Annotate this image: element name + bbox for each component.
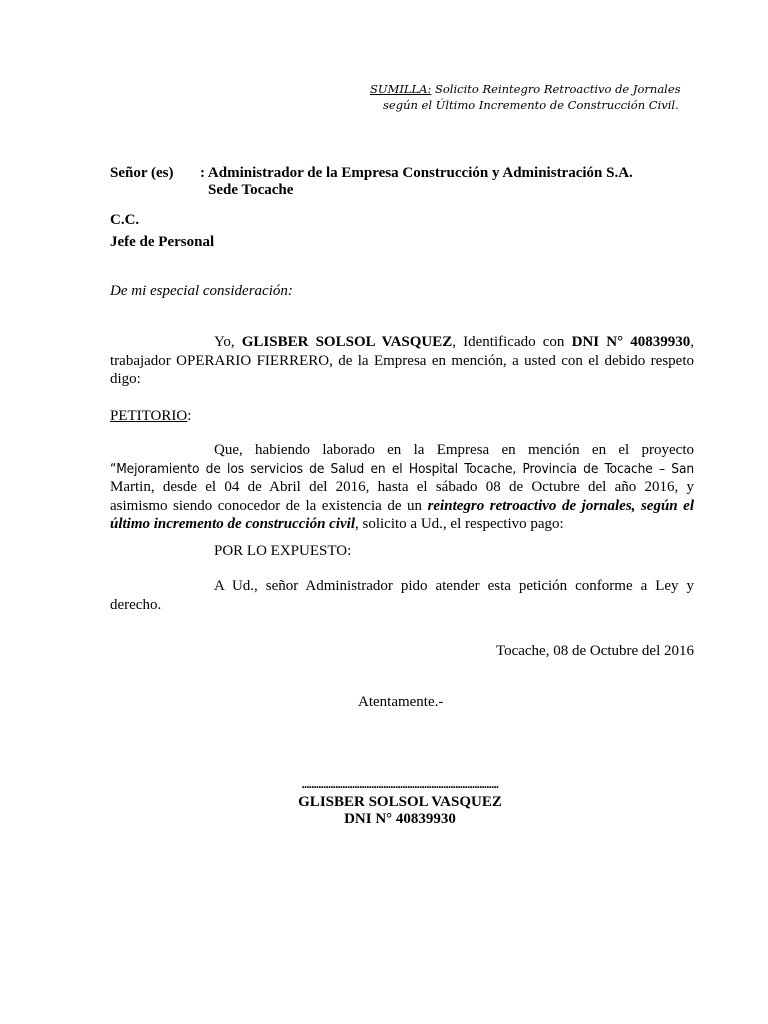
intro-dni: DNI N° 40839930 bbox=[571, 334, 691, 350]
petitorio-line-3: Martin, desde el 04 de Abril del 2016, hasta el sábado 08 de Octubre del año 2016, y bbox=[110, 479, 694, 496]
closing-paragraph bbox=[110, 577, 694, 614]
atentamente: Atentamente.- bbox=[358, 694, 444, 710]
sumilla-text-1: Solicito Reintegro Retroactivo de Jornales bbox=[435, 82, 681, 96]
petitorio-label: PETITORIO bbox=[110, 408, 188, 424]
signature-name: GLISBER SOLSOL VASQUEZ bbox=[298, 794, 502, 810]
petitorio-line-2: “Mejoramiento de los servicios de Salud en el Hospital Tocache, Provincia de Tocache – San bbox=[110, 460, 694, 477]
petitorio-heading bbox=[110, 408, 191, 425]
petitorio-p4-bold: reintegro retroactivo de jornales, según el bbox=[427, 497, 694, 514]
petitorio-p5-rest: , solicito a Ud., el respectivo pago: bbox=[355, 516, 564, 533]
petitorio-colon: : bbox=[187, 408, 192, 424]
petitorio-line-1: Que, habiendo laborado en la Empresa en mención en el proyecto bbox=[214, 442, 694, 458]
recipient-line-1: : Administrador de la Empresa Construcción y Administración S.A. bbox=[200, 165, 633, 181]
greeting: De mi especial consideración: bbox=[110, 283, 293, 299]
intro-line-3: digo: bbox=[110, 371, 141, 388]
intro-paragraph bbox=[110, 333, 694, 389]
intro-line-1 bbox=[110, 333, 694, 352]
petitorio-paragraph bbox=[110, 441, 694, 534]
closing-line-2: derecho. bbox=[110, 596, 162, 613]
signature-dni: DNI N° 40839930 bbox=[344, 811, 456, 827]
petitorio-p4-text: asimismo siendo conocedor de la existencia de un bbox=[110, 497, 428, 514]
intro-comma: , bbox=[690, 334, 694, 350]
signature-block bbox=[260, 777, 540, 828]
cc-recipient: Jefe de Personal bbox=[110, 234, 215, 250]
petitorio-p5-bold: último incremento de construcción civil bbox=[110, 516, 355, 533]
intro-identified: , Identificado con bbox=[452, 334, 572, 350]
petitorio-line-5 bbox=[110, 515, 694, 534]
recipient-line-2: Sede Tocache bbox=[208, 182, 294, 198]
cc-label: C.C. bbox=[110, 212, 140, 228]
sumilla-line-1 bbox=[370, 82, 681, 96]
intro-name: GLISBER SOLSOL VASQUEZ bbox=[241, 334, 453, 350]
intro-line-2: trabajador OPERARIO FIERRERO, de la Empresa en mención, a usted con el debido respeto bbox=[110, 352, 694, 369]
signature-line: .................................................................................. bbox=[301, 777, 499, 791]
petitorio-line-4 bbox=[110, 497, 694, 516]
place-date: Tocache, 08 de Octubre del 2016 bbox=[495, 643, 694, 659]
closing-line-1: A Ud., señor Administrador pido atender esta petición conforme a Ley y bbox=[214, 578, 694, 594]
sumilla-line-2: según el Último Incremento de Construcción Civil. bbox=[383, 98, 679, 112]
sumilla-label: SUMILLA: bbox=[370, 82, 432, 96]
senor-label: Señor (es) bbox=[110, 165, 174, 181]
expuesto-heading: POR LO EXPUESTO: bbox=[214, 543, 352, 559]
intro-yo: Yo, bbox=[214, 334, 242, 350]
